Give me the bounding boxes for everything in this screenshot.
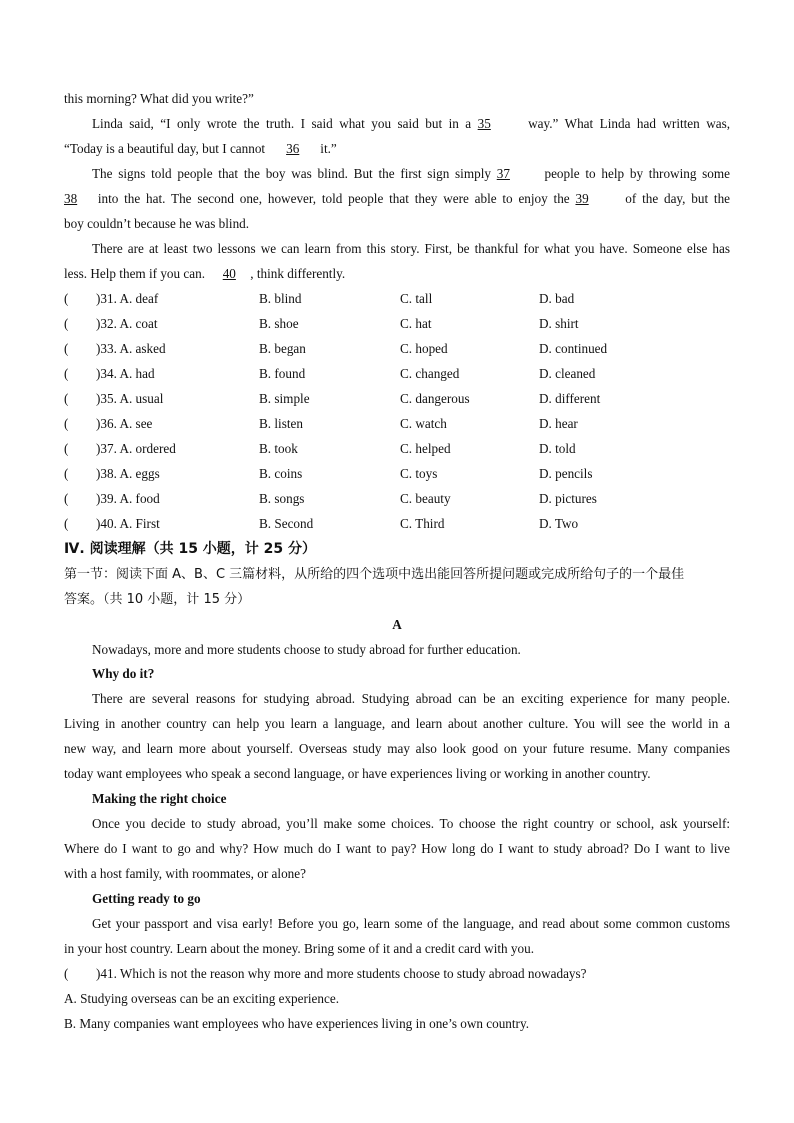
passage-line: Once you decide to study abroad, you’ll make some choices. To choose the right country or school, ask yourself: xyxy=(92,816,730,831)
passage-text: this morning? What did you write?” xyxy=(64,91,254,106)
passage-text: , think differently. xyxy=(250,266,346,281)
question-row xyxy=(64,336,730,361)
answer-paren[interactable]: ( xyxy=(64,466,69,481)
passage-line: new way, and learn more about yourself. Overseas study may also look good on your future resume. Many companies xyxy=(64,741,730,756)
passage-line: Living in another country can help you learn a language, and learn about another culture. You will see the world in a xyxy=(64,716,730,731)
section-title: Ⅳ. 阅读理解（共 15 小题，计 25 分） xyxy=(64,541,317,557)
passage-line: with a host family, with roommates, or alone? xyxy=(64,866,306,881)
option-b: B. listen xyxy=(259,416,303,431)
passage-line xyxy=(64,186,730,211)
answer-paren[interactable]: ( xyxy=(64,391,69,406)
passage-line: Get your passport and visa early! Before you go, learn some of the language, and read about some common customs xyxy=(92,916,730,931)
passage-line: in your host country. Learn about the money. Bring some of it and a credit card with you. xyxy=(64,941,534,956)
passage-text: boy couldn’t because he was blind. xyxy=(64,216,250,231)
passage-text: people to help by throwing some xyxy=(544,166,731,181)
option-c: C. hoped xyxy=(400,341,448,356)
passage-line xyxy=(92,161,730,186)
option-d: D. continued xyxy=(539,341,608,356)
question-stem: )41. Which is not the reason why more and more students choose to study abroad nowadays? xyxy=(96,966,587,981)
option-b: B. coins xyxy=(259,466,303,481)
option-a: )31. A. deaf xyxy=(96,291,159,306)
question-row xyxy=(64,411,730,436)
subheading: Making the right choice xyxy=(92,791,227,806)
answer-paren[interactable]: ( xyxy=(64,441,69,456)
answer-paren[interactable]: ( xyxy=(64,966,69,981)
option-b: B. songs xyxy=(259,491,305,506)
passage-text: of the day, but the xyxy=(625,191,731,206)
section-instruction: 答案。（共 10 小题，计 15 分） xyxy=(64,592,251,607)
option-c: C. beauty xyxy=(400,491,451,506)
question-row xyxy=(64,461,730,486)
passage-line xyxy=(64,261,730,286)
option-b: B. began xyxy=(259,341,306,356)
option-d: D. hear xyxy=(539,416,578,431)
blank-37[interactable]: 37 xyxy=(496,166,510,181)
passage-text: less. Help them if you can. xyxy=(64,266,205,281)
option-a: )37. A. ordered xyxy=(96,441,176,456)
option-a: )34. A. had xyxy=(96,366,155,381)
question-row xyxy=(64,361,730,386)
passage-text: it.” xyxy=(320,141,337,156)
answer-paren[interactable]: ( xyxy=(64,491,69,506)
question-row xyxy=(64,486,730,511)
passage-text: The signs told people that the boy was blind. But the first sign simply xyxy=(92,166,491,181)
option-d: D. pictures xyxy=(539,491,597,506)
passage-line: There are several reasons for studying abroad. Studying abroad can be an exciting experience for many people. xyxy=(92,691,730,706)
passage-line xyxy=(64,136,730,161)
passage-line: today want employees who speak a second language, or have experiences living or working in another country. xyxy=(64,766,651,781)
question-row xyxy=(64,961,730,986)
passage-text: There are at least two lessons we can learn from this story. First, be thankful for what you have. Someone else has xyxy=(92,241,730,256)
option-d: D. different xyxy=(539,391,601,406)
option-c: C. hat xyxy=(400,316,432,331)
option-d: D. bad xyxy=(539,291,575,306)
passage-line: Nowadays, more and more students choose to study abroad for further education. xyxy=(92,642,521,657)
option-a: )38. A. eggs xyxy=(96,466,160,481)
option-c: C. toys xyxy=(400,466,438,481)
option-d: D. Two xyxy=(539,516,579,531)
blank-39[interactable]: 39 xyxy=(575,191,589,206)
passage-line: Where do I want to go and why? How much do I want to pay? How long do I want to study abroad? Do I want to live xyxy=(64,841,730,856)
option-c: C. Third xyxy=(400,516,445,531)
option-d: D. shirt xyxy=(539,316,579,331)
answer-paren[interactable]: ( xyxy=(64,291,69,306)
option-a: )36. A. see xyxy=(96,416,153,431)
option-b: B. blind xyxy=(259,291,302,306)
option-b: B. Second xyxy=(259,516,314,531)
option-a: )32. A. coat xyxy=(96,316,158,331)
question-row xyxy=(64,286,730,311)
question-row xyxy=(64,386,730,411)
option-c: C. watch xyxy=(400,416,447,431)
answer-paren[interactable]: ( xyxy=(64,416,69,431)
option-d: D. told xyxy=(539,441,576,456)
option-a: )39. A. food xyxy=(96,491,160,506)
passage-line xyxy=(92,236,730,261)
option-a: )33. A. asked xyxy=(96,341,166,356)
answer-paren[interactable]: ( xyxy=(64,516,69,531)
question-row xyxy=(64,311,730,336)
subheading: Why do it? xyxy=(92,666,155,681)
option-b: B. simple xyxy=(259,391,310,406)
passage-text: Linda said, “I only wrote the truth. I said what you said but in a xyxy=(92,116,472,131)
passage-line xyxy=(92,111,730,136)
subheading: Getting ready to go xyxy=(92,891,201,906)
passage-text: into the hat. The second one, however, told people that they were able to enjoy the xyxy=(97,191,570,206)
option-c: C. changed xyxy=(400,366,460,381)
option-d: D. pencils xyxy=(539,466,593,481)
option-a: )35. A. usual xyxy=(96,391,164,406)
option-b: B. shoe xyxy=(259,316,299,331)
option-b: B. found xyxy=(259,366,306,381)
answer-paren[interactable]: ( xyxy=(64,341,69,356)
answer-paren[interactable]: ( xyxy=(64,366,69,381)
option-b: B. took xyxy=(259,441,298,456)
blank-36[interactable]: 36 xyxy=(286,141,300,156)
blank-38[interactable]: 38 xyxy=(64,191,78,206)
option-b: B. Many companies want employees who have experiences living in one’s own country. xyxy=(64,1016,529,1031)
passage-label: A xyxy=(392,617,402,632)
passage-line xyxy=(64,86,730,111)
passage-line xyxy=(64,211,730,236)
option-d: D. cleaned xyxy=(539,366,596,381)
option-c: C. helped xyxy=(400,441,451,456)
option-a: )40. A. First xyxy=(96,516,160,531)
passage-text: way.” What Linda had written was, xyxy=(528,116,731,131)
option-c: C. tall xyxy=(400,291,433,306)
answer-paren[interactable]: ( xyxy=(64,316,69,331)
option-a: A. Studying overseas can be an exciting experience. xyxy=(64,991,340,1006)
question-row xyxy=(64,511,730,536)
option-c: C. dangerous xyxy=(400,391,470,406)
question-row xyxy=(64,436,730,461)
blank-40[interactable]: 40 xyxy=(222,266,236,281)
blank-35[interactable]: 35 xyxy=(477,116,491,131)
passage-text: “Today is a beautiful day, but I cannot xyxy=(64,141,266,156)
section-instruction: 第一节：阅读下面 A、B、C 三篇材料，从所给的四个选项中选出能回答所提问题或完成所给句子的一个最佳 xyxy=(64,567,685,582)
